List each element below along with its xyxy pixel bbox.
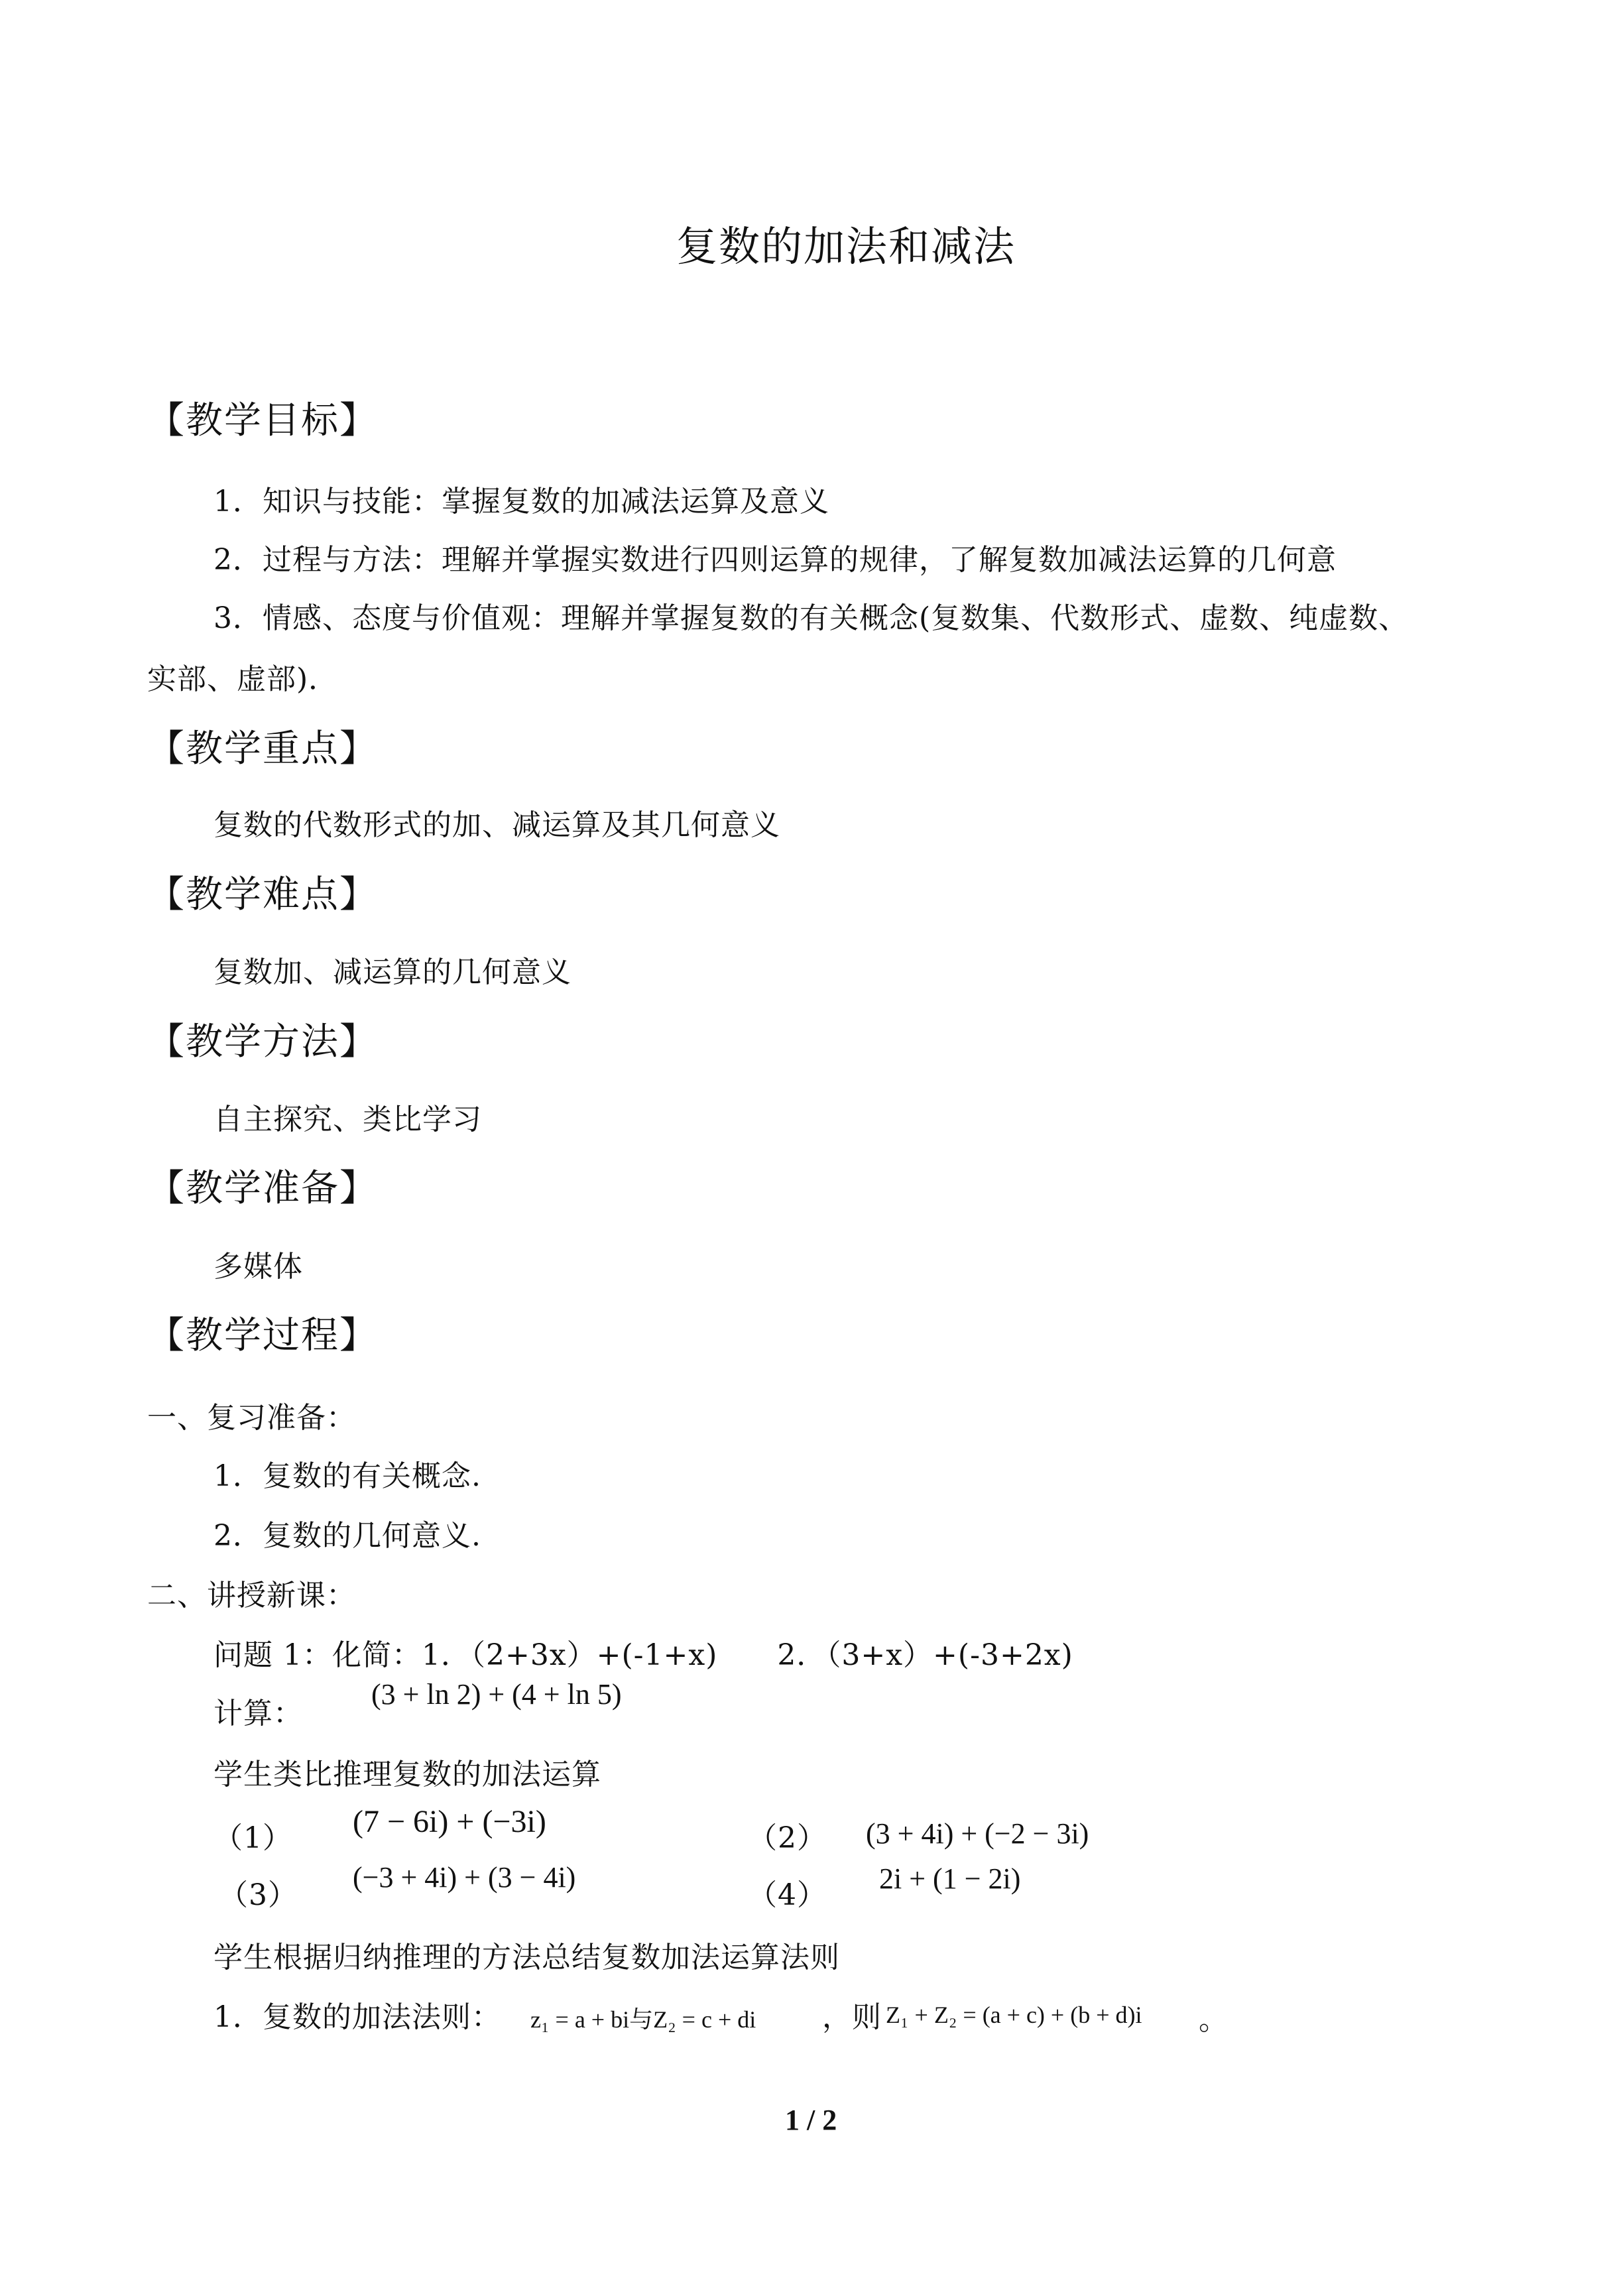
objective-item-1: 1．知识与技能：掌握复数的加减法运算及意义 — [213, 485, 829, 518]
exercise-4-expr: 2i + (1 − 2i) — [879, 1862, 1021, 1895]
objective-item-3-continued: 实部、虚部)． — [147, 662, 339, 696]
exercise-1-label: （1） — [213, 1821, 292, 1855]
calc-label: 计算： — [213, 1697, 303, 1730]
rule-mid-text: ，则 — [822, 2000, 882, 2034]
section-heading-difficulties: 【教学难点】 — [147, 873, 378, 916]
exercise-3-label: （3） — [219, 1878, 298, 1912]
part2-heading: 二、讲授新课： — [147, 1579, 356, 1612]
part1-item-1: 1．复数的有关概念. — [213, 1459, 481, 1493]
objective-item-2: 2．过程与方法：理解并掌握实数进行四则运算的规律，了解复数加减法运算的几何意 — [213, 543, 1337, 577]
calc-expression: (3 + ln 2) + (4 + ln 5) — [371, 1678, 622, 1711]
section-heading-preparation: 【教学准备】 — [147, 1167, 378, 1210]
section-heading-objectives: 【教学目标】 — [147, 399, 378, 442]
exercise-1-expr: (7 − 6i) + (−3i) — [353, 1804, 546, 1839]
part1-heading: 一、复习准备： — [147, 1401, 356, 1435]
rule-expression-2: Z₁ + Z₂ = (a + c) + (b + d)i — [886, 2002, 1142, 2028]
preparation-text: 多媒体 — [213, 1250, 303, 1284]
analogy-text: 学生类比推理复数的加法运算 — [213, 1758, 601, 1791]
question-1: 问题 1：化简：1．（2+3x）+(-1+x) 2．（3+x）+(-3+2x) — [213, 1638, 1073, 1672]
exercise-2-label: （2） — [748, 1821, 827, 1855]
rule-expression-1: z₁ = a + bi与Z₂ = c + di — [530, 2006, 756, 2033]
induction-text: 学生根据归纳推理的方法总结复数加法运算法则 — [213, 1941, 840, 1974]
exercise-2-expr: (3 + 4i) + (−2 − 3i) — [866, 1817, 1089, 1850]
section-heading-methods: 【教学方法】 — [147, 1020, 378, 1063]
page-title: 复数的加法和减法 — [676, 222, 1016, 271]
objective-item-3: 3．情感、态度与价值观：理解并掌握复数的有关概念(复数集、代数形式、虚数、纯虚数、 — [213, 601, 1409, 635]
exercise-4-label: （4） — [748, 1878, 827, 1912]
difficulties-text: 复数加、减运算的几何意义 — [213, 955, 571, 989]
section-heading-process: 【教学过程】 — [147, 1314, 378, 1357]
rule-end-mark: 。 — [1199, 2003, 1229, 2037]
rule-label: 1．复数的加法法则： — [213, 2000, 501, 2034]
section-heading-key-points: 【教学重点】 — [147, 727, 378, 770]
exercise-3-expr: (−3 + 4i) + (3 − 4i) — [353, 1861, 576, 1894]
page-number: 1 / 2 — [785, 2104, 837, 2136]
key-points-text: 复数的代数形式的加、减运算及其几何意义 — [213, 808, 780, 842]
methods-text: 自主探究、类比学习 — [213, 1103, 482, 1136]
part1-item-2: 2．复数的几何意义. — [213, 1519, 481, 1553]
